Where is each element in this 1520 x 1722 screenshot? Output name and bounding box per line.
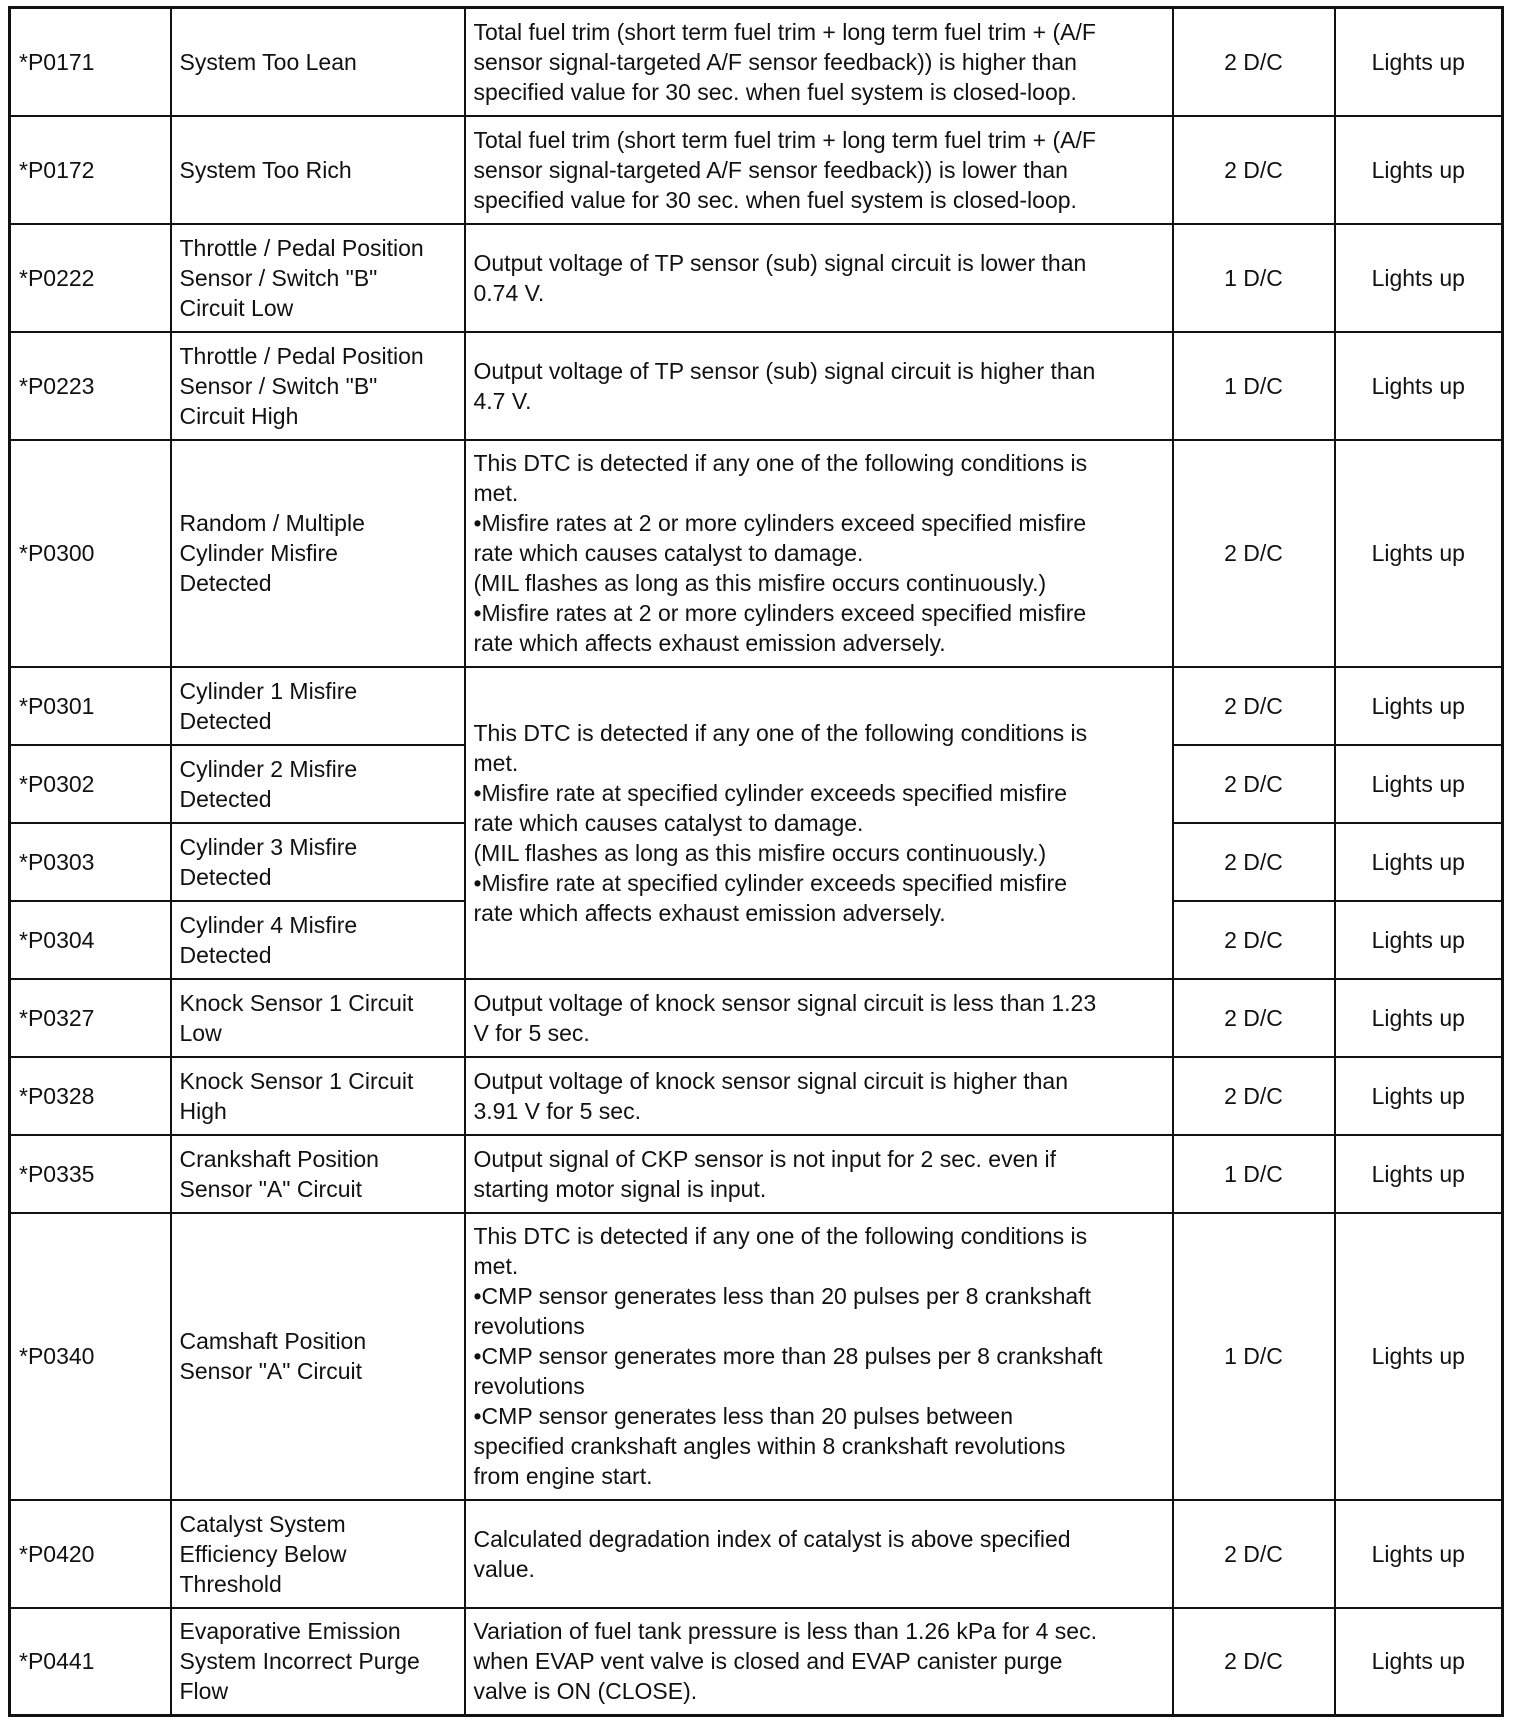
detection-item-line: Detected (179, 785, 272, 812)
detection-item-cell (171, 440, 465, 667)
detection-condition-line: •Misfire rate at specified cylinder exceeds specified misfire (473, 779, 1068, 806)
mil-status-cell: Lights up (1335, 745, 1503, 823)
detection-item-line: Sensor / Switch "B" (179, 372, 378, 399)
mil-status-cell: Lights up (1335, 667, 1503, 745)
mil-status-cell: Lights up (1335, 440, 1503, 667)
detection-item-line: Evaporative Emission (179, 1618, 401, 1645)
detection-condition-cell (465, 1500, 1173, 1608)
table-row (10, 440, 1503, 667)
detection-condition-cell (465, 332, 1173, 440)
detection-condition-line: sensor signal-targeted A/F sensor feedback)) is lower than (473, 156, 1068, 183)
mil-status-cell: Lights up (1335, 1608, 1503, 1716)
detection-condition-line: met. (473, 480, 519, 506)
detection-item-line: Throttle / Pedal Position (179, 234, 424, 261)
detection-item-line: Random / Multiple (179, 510, 365, 536)
detection-item-line: Cylinder 3 Misfire (179, 833, 358, 860)
detection-item-line: Flow (179, 1678, 229, 1705)
detection-condition-line: revolutions (473, 1313, 585, 1339)
detection-item-cell (171, 745, 465, 823)
detection-item-cell (171, 823, 465, 901)
detection-item-line: Low (179, 1019, 222, 1046)
mil-status-cell: Lights up (1335, 1135, 1503, 1213)
dtc-code-cell: *P0222 (10, 224, 171, 332)
detection-item-line: Detected (179, 570, 272, 596)
table-row (10, 1135, 1503, 1213)
detection-item-line: Detected (179, 707, 272, 734)
detection-condition-cell (465, 1608, 1173, 1716)
dtc-code-cell: *P0302 (10, 745, 171, 823)
dtc-code-cell: *P0327 (10, 979, 171, 1057)
detection-condition-line: specified value for 30 sec. when fuel system is closed-loop. (473, 186, 1077, 213)
detection-item-cell (171, 116, 465, 224)
dtc-table-page (8, 6, 1504, 1717)
mil-status-cell: Lights up (1335, 901, 1503, 979)
dtc-code-cell: *P0304 (10, 901, 171, 979)
detection-condition-line: from engine start. (473, 1463, 653, 1489)
dtc-code-cell: *P0172 (10, 116, 171, 224)
detection-condition-line: Calculated degradation index of catalyst is above specified (473, 1525, 1071, 1552)
detection-condition-line: when EVAP vent valve is closed and EVAP canister purge (473, 1648, 1063, 1675)
detection-condition-line: This DTC is detected if any one of the following conditions is (473, 450, 1088, 476)
trip-logic-cell: 1 D/C (1173, 1135, 1335, 1213)
detection-item-line: Cylinder Misfire (179, 540, 338, 566)
mil-status-cell: Lights up (1335, 1213, 1503, 1500)
table-row (10, 1608, 1503, 1716)
detection-condition-line: starting motor signal is input. (473, 1175, 767, 1202)
detection-condition-cell (465, 224, 1173, 332)
detection-condition-line: revolutions (473, 1373, 585, 1399)
detection-item-line: Knock Sensor 1 Circuit (179, 989, 414, 1016)
detection-condition-line: This DTC is detected if any one of the following conditions is (473, 1223, 1088, 1249)
detection-condition-line: specified value for 30 sec. when fuel system is closed-loop. (473, 78, 1077, 105)
detection-condition-line: Output voltage of knock sensor signal circuit is less than 1.23 (473, 989, 1097, 1016)
detection-condition-cell (465, 8, 1173, 116)
trip-logic-cell: 1 D/C (1173, 1213, 1335, 1500)
detection-item-cell (171, 8, 465, 116)
detection-condition-line: met. (473, 1253, 519, 1279)
detection-condition-line: valve is ON (CLOSE). (473, 1678, 698, 1705)
trip-logic-cell: 2 D/C (1173, 667, 1335, 745)
detection-condition-line: Output voltage of knock sensor signal circuit is higher than (473, 1067, 1068, 1094)
detection-item-line: Detected (179, 941, 272, 968)
detection-condition-line: •Misfire rate at specified cylinder exceeds specified misfire (473, 869, 1068, 896)
dtc-code-cell: *P0335 (10, 1135, 171, 1213)
mil-status-cell: Lights up (1335, 823, 1503, 901)
mil-status-cell: Lights up (1335, 332, 1503, 440)
detection-item-line: Cylinder 4 Misfire (179, 911, 358, 938)
table-row (10, 1213, 1503, 1500)
detection-condition-line: This DTC is detected if any one of the following conditions is (473, 719, 1088, 746)
detection-condition-line: met. (473, 749, 519, 776)
table-row (10, 1057, 1503, 1135)
detection-condition-line: •CMP sensor generates more than 28 pulses per 8 crankshaft (473, 1343, 1103, 1369)
detection-condition-line: Total fuel trim (short term fuel trim + long term fuel trim + (A/F (473, 126, 1096, 153)
detection-item-cell (171, 1213, 465, 1500)
detection-condition-cell (465, 979, 1173, 1057)
dtc-code-cell: *P0300 (10, 440, 171, 667)
detection-item-cell (171, 979, 465, 1057)
detection-item-cell (171, 667, 465, 745)
dtc-code-cell: *P0328 (10, 1057, 171, 1135)
detection-condition-line: rate which affects exhaust emission adversely. (473, 630, 946, 656)
detection-condition-line: •Misfire rates at 2 or more cylinders exceed specified misfire (473, 510, 1087, 536)
detection-condition-line: specified crankshaft angles within 8 crankshaft revolutions (473, 1433, 1066, 1459)
detection-item-cell (171, 224, 465, 332)
mil-status-cell: Lights up (1335, 224, 1503, 332)
detection-item-cell (171, 1135, 465, 1213)
trip-logic-cell: 2 D/C (1173, 901, 1335, 979)
dtc-code-cell: *P0223 (10, 332, 171, 440)
dtc-code-cell: *P0420 (10, 1500, 171, 1608)
table-row (10, 332, 1503, 440)
detection-item-line: Catalyst System (179, 1510, 346, 1537)
dtc-code-cell: *P0303 (10, 823, 171, 901)
trip-logic-cell: 2 D/C (1173, 1608, 1335, 1716)
detection-item-line: Crankshaft Position (179, 1145, 379, 1172)
detection-condition-cell (465, 440, 1173, 667)
trip-logic-cell: 2 D/C (1173, 979, 1335, 1057)
detection-condition-line: •CMP sensor generates less than 20 pulses per 8 crankshaft (473, 1283, 1091, 1309)
mil-status-cell: Lights up (1335, 8, 1503, 116)
detection-item-cell (171, 332, 465, 440)
dtc-code-cell: *P0441 (10, 1608, 171, 1716)
dtc-code-cell: *P0340 (10, 1213, 171, 1500)
detection-condition-line: •Misfire rates at 2 or more cylinders exceed specified misfire (473, 600, 1087, 626)
trip-logic-cell: 2 D/C (1173, 745, 1335, 823)
detection-item-line: Camshaft Position (179, 1328, 367, 1354)
mil-status-cell: Lights up (1335, 116, 1503, 224)
detection-condition-line: 3.91 V for 5 sec. (473, 1097, 641, 1124)
detection-condition-line: rate which causes catalyst to damage. (473, 540, 864, 566)
trip-logic-cell: 2 D/C (1173, 116, 1335, 224)
table-row (10, 1500, 1503, 1608)
table-row (10, 979, 1503, 1057)
detection-item-line: Cylinder 1 Misfire (179, 677, 358, 704)
table-row (10, 8, 1503, 116)
detection-condition-cell (465, 1057, 1173, 1135)
detection-item-line: Sensor "A" Circuit (179, 1358, 362, 1384)
detection-item-line: Sensor "A" Circuit (179, 1175, 362, 1202)
detection-condition-cell (465, 1135, 1173, 1213)
trip-logic-cell: 1 D/C (1173, 332, 1335, 440)
detection-condition-line: (MIL flashes as long as this misfire occurs continuously.) (473, 839, 1047, 866)
detection-condition-cell (465, 116, 1173, 224)
mil-status-cell: Lights up (1335, 1057, 1503, 1135)
detection-condition-line: •CMP sensor generates less than 20 pulses between (473, 1403, 1014, 1429)
detection-item-line: High (179, 1097, 227, 1124)
detection-item-cell (171, 1500, 465, 1608)
detection-item-line: Circuit Low (179, 294, 294, 321)
detection-condition-line: Total fuel trim (short term fuel trim + long term fuel trim + (A/F (473, 18, 1096, 45)
detection-condition-cell (465, 667, 1173, 979)
detection-item-line: Sensor / Switch "B" (179, 264, 378, 291)
detection-condition-line: sensor signal-targeted A/F sensor feedback)) is higher than (473, 48, 1077, 75)
detection-item-line: Efficiency Below (179, 1540, 347, 1567)
detection-item-line: Threshold (179, 1570, 282, 1597)
detection-item-cell (171, 1608, 465, 1716)
table-row (10, 116, 1503, 224)
trip-logic-cell: 2 D/C (1173, 823, 1335, 901)
detection-condition-line: (MIL flashes as long as this misfire occurs continuously.) (473, 570, 1047, 596)
mil-status-cell: Lights up (1335, 1500, 1503, 1608)
detection-condition-line: Output signal of CKP sensor is not input for 2 sec. even if (473, 1145, 1057, 1172)
detection-condition-cell (465, 1213, 1173, 1500)
detection-condition-line: 0.74 V. (473, 279, 545, 306)
trip-logic-cell: 2 D/C (1173, 440, 1335, 667)
detection-item-line: Detected (179, 863, 272, 890)
trip-logic-cell: 2 D/C (1173, 1057, 1335, 1135)
trip-logic-cell: 2 D/C (1173, 1500, 1335, 1608)
dtc-code-cell: *P0171 (10, 8, 171, 116)
trip-logic-cell: 2 D/C (1173, 8, 1335, 116)
detection-condition-line: Output voltage of TP sensor (sub) signal circuit is lower than (473, 249, 1087, 276)
detection-condition-line: rate which affects exhaust emission adversely. (473, 899, 946, 926)
detection-condition-line: 4.7 V. (473, 387, 532, 414)
detection-item-line: Knock Sensor 1 Circuit (179, 1067, 414, 1094)
detection-item-line: Circuit High (179, 402, 299, 429)
detection-item-line: System Incorrect Purge (179, 1648, 420, 1675)
detection-item-line: System Too Rich (179, 156, 352, 183)
detection-condition-line: rate which causes catalyst to damage. (473, 809, 864, 836)
detection-item-line: Throttle / Pedal Position (179, 342, 424, 369)
table-row (10, 224, 1503, 332)
detection-item-line: System Too Lean (179, 48, 357, 75)
detection-condition-line: Output voltage of TP sensor (sub) signal circuit is higher than (473, 357, 1096, 384)
dtc-table (8, 6, 1504, 1717)
detection-item-cell (171, 901, 465, 979)
dtc-code-cell: *P0301 (10, 667, 171, 745)
trip-logic-cell: 1 D/C (1173, 224, 1335, 332)
mil-status-cell: Lights up (1335, 979, 1503, 1057)
detection-item-cell (171, 1057, 465, 1135)
detection-condition-line: V for 5 sec. (473, 1019, 590, 1046)
detection-item-line: Cylinder 2 Misfire (179, 755, 358, 782)
dtc-table-body (10, 8, 1503, 1716)
detection-condition-line: Variation of fuel tank pressure is less than 1.26 kPa for 4 sec. (473, 1618, 1097, 1645)
table-row (10, 667, 1503, 745)
detection-condition-line: value. (473, 1555, 535, 1582)
